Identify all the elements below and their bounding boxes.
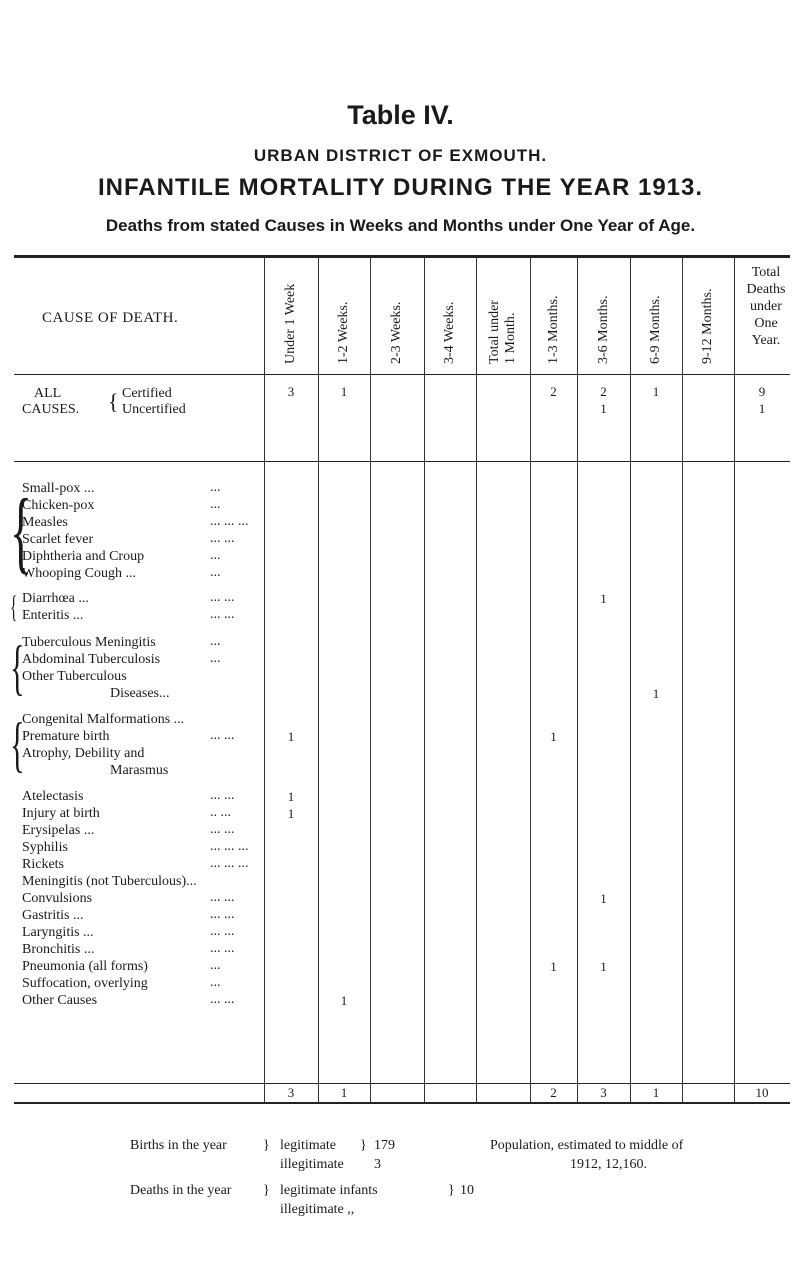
illegitimate-label: illegitimate xyxy=(280,1157,344,1172)
page-title: INFANTILE MORTALITY DURING THE YEAR 1913. xyxy=(97,174,704,201)
column-header-period: 1-2 Weeks. xyxy=(336,301,351,364)
table-number: Table IV. xyxy=(347,100,454,130)
all-causes-uncertified-value: 1 xyxy=(600,401,607,416)
all-causes-rule xyxy=(14,461,790,462)
column-header-total: Total xyxy=(751,265,781,280)
cause-dots: ... ... xyxy=(210,822,235,837)
bottom-rule xyxy=(14,1102,790,1104)
deaths-value: 10 xyxy=(460,1183,474,1198)
births-legitimate: 179 xyxy=(374,1138,395,1153)
cause-value: 1 xyxy=(652,686,660,701)
cause-label: Syphilis xyxy=(22,840,68,855)
cause-value: 1 xyxy=(600,891,607,906)
column-header-total: One xyxy=(754,316,778,331)
cause-value: 1 xyxy=(550,959,557,974)
cause-dots: ... xyxy=(210,651,221,666)
legit-infants-label: legitimate infants xyxy=(280,1183,378,1198)
column-divider xyxy=(630,257,631,1103)
population-line1: Population, estimated to middle of xyxy=(490,1138,684,1153)
uncertified-label: Uncertified xyxy=(122,402,186,417)
cause-dots: ... ... ... xyxy=(210,514,249,529)
cause-dots: ... ... xyxy=(210,590,235,605)
cause-label: Convulsions xyxy=(22,891,93,906)
column-header-total: Year. xyxy=(751,333,781,348)
cause-dots: ... ... xyxy=(210,941,235,956)
cause-label: Pneumonia (all forms) xyxy=(22,959,148,974)
cause-dots: ... ... xyxy=(210,607,235,622)
column-header-period: 3-6 Months. xyxy=(595,295,611,364)
column-divider xyxy=(264,257,265,1103)
all-causes-certified-value: 9 xyxy=(758,384,766,399)
all-causes-certified-value: 2 xyxy=(600,384,607,399)
column-header-period: 2-3 Weeks. xyxy=(389,301,404,364)
column-divider xyxy=(424,257,425,1103)
total-value: 3 xyxy=(600,1085,607,1100)
cause-dots: ... ... xyxy=(210,728,235,743)
all-causes-uncertified-value: 1 xyxy=(758,401,766,416)
cause-dots: ... ... xyxy=(210,907,235,922)
cause-label: Rickets xyxy=(22,857,64,872)
brace: } xyxy=(263,1183,270,1198)
brace: { xyxy=(108,389,119,414)
cause-label: Congenital Malformations ... xyxy=(22,712,185,727)
all-causes-certified-value: 1 xyxy=(652,384,660,399)
cause-label: Chicken-pox xyxy=(22,498,95,513)
cause-label: Diseases... xyxy=(110,686,170,701)
cause-dots: ... ... ... xyxy=(210,839,249,854)
cause-dots: ... xyxy=(210,958,221,973)
column-header-period: 6-9 Months. xyxy=(648,295,663,364)
cause-label: Bronchitis ... xyxy=(22,942,95,957)
group-brace: { xyxy=(10,480,33,582)
cause-label: Suffocation, overlying xyxy=(22,976,148,991)
cause-dots: ... ... xyxy=(210,924,235,939)
cause-dots: ... ... ... xyxy=(210,856,249,871)
cause-dots: ... xyxy=(210,634,221,649)
deaths-label: Deaths in the year xyxy=(130,1183,232,1198)
cause-dots: ... ... xyxy=(210,890,235,905)
column-divider xyxy=(577,257,578,1103)
cause-dots: ... xyxy=(210,480,221,495)
cause-value: 1 xyxy=(287,806,295,821)
cause-label: Tuberculous Meningitis xyxy=(22,635,156,650)
population-line2: 1912, 12,160. xyxy=(570,1157,647,1172)
cause-label: Injury at birth xyxy=(22,806,100,821)
column-header-period: 1 Month. xyxy=(503,312,518,364)
cause-dots: .. ... xyxy=(210,805,231,820)
cause-value: 1 xyxy=(600,591,607,606)
cause-label: Marasmus xyxy=(110,763,169,778)
cause-dots: ... xyxy=(210,497,221,512)
all-causes-certified-value: 2 xyxy=(550,384,557,399)
cause-label: Diarrhœa ... xyxy=(22,591,89,606)
cause-dots: ... xyxy=(210,548,221,563)
brace: } xyxy=(360,1138,367,1153)
cause-value: 1 xyxy=(600,959,607,974)
cause-label: Other Tuberculous xyxy=(22,669,127,684)
cause-dots: ... ... xyxy=(210,531,235,546)
cause-dots: ... ... xyxy=(210,992,235,1007)
cause-dots: ... xyxy=(210,565,221,580)
cause-label: Diphtheria and Croup xyxy=(22,549,145,564)
cause-label: Erysipelas ... xyxy=(22,823,95,838)
cause-label: Atrophy, Debility and xyxy=(22,746,145,761)
column-header-period: 9-12 Months. xyxy=(700,288,715,364)
cause-label: Small-pox ... xyxy=(22,481,95,496)
cause-label: Whooping Cough ... xyxy=(22,566,136,581)
births-label: Births in the year xyxy=(130,1138,227,1153)
cause-dots: ... xyxy=(210,975,221,990)
group-brace: { xyxy=(10,711,25,779)
cause-label: Gastritis ... xyxy=(22,908,84,923)
births-illegitimate: 3 xyxy=(374,1157,381,1172)
top-rule xyxy=(14,255,790,258)
total-value: 10 xyxy=(755,1085,769,1100)
group-brace: { xyxy=(10,590,18,624)
cause-value: 1 xyxy=(550,729,557,744)
column-header-total: Deaths xyxy=(746,282,786,297)
column-divider xyxy=(318,257,319,1103)
header-rule xyxy=(14,374,790,375)
column-divider xyxy=(370,257,371,1103)
cause-label: Abdominal Tuberculosis xyxy=(22,652,161,667)
all-causes-certified-value: 1 xyxy=(340,384,348,399)
cause-label: Laryngitis ... xyxy=(22,925,94,940)
column-header-period: Under 1 Week xyxy=(283,283,298,364)
district-title: URBAN DISTRICT OF EXMOUTH. xyxy=(253,146,548,165)
all-causes-label: ALL xyxy=(34,386,62,401)
column-header-period: 1-3 Months. xyxy=(545,295,561,364)
cause-label: Other Causes xyxy=(22,993,98,1008)
totals-rule xyxy=(14,1083,790,1084)
column-divider xyxy=(734,257,735,1103)
cause-label: Atelectasis xyxy=(22,789,84,804)
cause-label: Enteritis ... xyxy=(22,608,84,623)
certified-label: Certified xyxy=(122,386,172,401)
column-divider xyxy=(476,257,477,1103)
brace: } xyxy=(263,1138,270,1153)
all-causes-certified-value: 3 xyxy=(287,384,295,399)
column-header-total: under xyxy=(750,299,782,314)
cause-label: Premature birth xyxy=(22,729,110,744)
cause-label: Scarlet fever xyxy=(22,532,94,547)
all-causes-label: CAUSES. xyxy=(22,402,80,417)
total-value: 1 xyxy=(652,1085,660,1100)
column-divider xyxy=(530,257,531,1103)
cause-label: Measles xyxy=(22,515,68,530)
cause-label: Meningitis (not Tuberculous)... xyxy=(22,874,197,889)
cause-value: 1 xyxy=(287,729,295,744)
total-value: 1 xyxy=(340,1085,348,1100)
cause-value: 1 xyxy=(287,789,295,804)
cause-dots: ... ... xyxy=(210,788,235,803)
column-header-cause: CAUSE OF DEATH. xyxy=(42,310,179,326)
illegit-infants-label: illegitimate ,, xyxy=(280,1202,355,1217)
subtitle: Deaths from stated Causes in Weeks and Months under One Year of Age. xyxy=(105,216,696,235)
column-divider xyxy=(682,257,683,1103)
brace: } xyxy=(448,1183,455,1198)
legitimate-label: legitimate xyxy=(280,1138,336,1153)
cause-value: 1 xyxy=(340,993,348,1008)
column-header-period: 3-4 Weeks. xyxy=(442,301,457,364)
column-header-period: Total under xyxy=(487,300,502,364)
total-value: 3 xyxy=(287,1085,295,1100)
total-value: 2 xyxy=(550,1085,557,1100)
group-brace: { xyxy=(10,634,25,702)
